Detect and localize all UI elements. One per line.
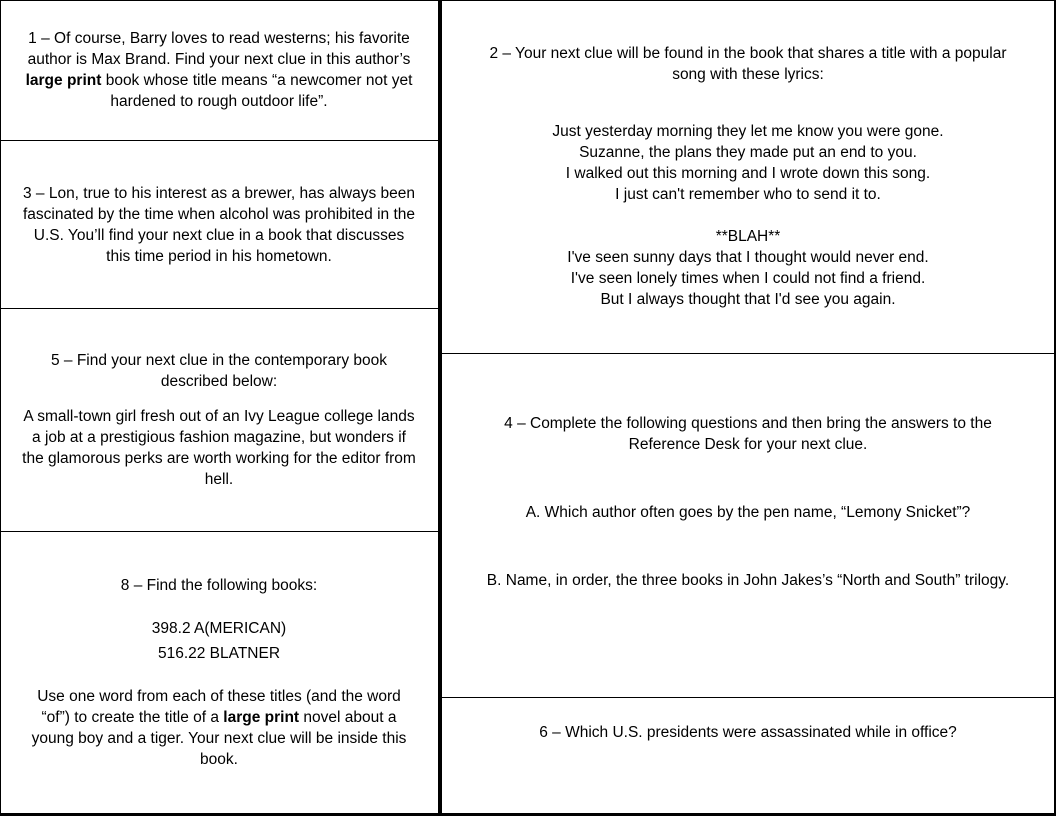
clue-8-instructions: Use one word from each of these titles (and the word “of”) to create the title of a large print novel about a young boy and a tiger. Your next clue will be inside this book. <box>31 688 407 768</box>
clue-3-text: 3 – Lon, true to his interest as a brewer, has always been fascinated by the time when alcohol was prohibited in the U.S. You’ll find your next clue in a book that discusses this time period in his hometown. <box>22 184 416 265</box>
lyric-line: I walked out this morning and I wrote down this song. <box>565 165 931 182</box>
clue-8-call-number-2: 516.22 BLATNER <box>157 645 281 662</box>
clue-1-text: 1 – Of course, Barry loves to read westerns; his favorite author is Max Brand. Find your next clue in this author’s large print book whose title means “a newcomer not yet hardened to rough outdoor life”. <box>25 30 413 110</box>
lyric-line: Suzanne, the plans they made put an end to you. <box>579 144 917 161</box>
clue-4-question-b: B. Name, in order, the three books in John Jakes’s “North and South” trilogy. <box>486 571 1010 589</box>
clue-8-call-number-1: 398.2 A(MERICAN) <box>151 620 287 637</box>
lyric-line: I've seen lonely times when I could not find a friend. <box>570 270 926 287</box>
clue-4-question-a: A. Which author often goes by the pen name, “Lemony Snicket”? <box>525 503 971 521</box>
clue-1-box <box>0 0 438 140</box>
lyric-line: I just can't remember who to send it to. <box>615 186 881 203</box>
clue-6-text: 6 – Which U.S. presidents were assassinated while in office? <box>539 724 957 741</box>
clue-4-intro: 4 – Complete the following questions and then bring the answers to the Reference Desk for your next clue. <box>504 414 992 453</box>
lyric-line: Just yesterday morning they let me know you were gone. <box>552 123 944 140</box>
clue-5-intro: 5 – Find your next clue in the contemporary book described below: <box>50 352 388 390</box>
lyric-line: **BLAH** <box>715 228 781 245</box>
clue-5-description: A small-town girl fresh out of an Ivy League college lands a job at a prestigious fashion magazine, but wonders if the glamorous perks are worth working for the editor from hell. <box>22 408 416 488</box>
clue-6-box <box>442 698 1054 813</box>
clue-8-intro: 8 – Find the following books: <box>120 577 318 594</box>
clue-2-box <box>442 0 1054 353</box>
clue-2-intro: 2 – Your next clue will be found in the book that shares a title with a popular song with these lyrics: <box>489 45 1007 83</box>
lyric-line: But I always thought that I'd see you again. <box>600 291 896 308</box>
clue-8-box <box>0 532 438 813</box>
clue-4-box <box>442 354 1054 697</box>
clue-5-box <box>0 309 438 531</box>
lyric-line: I've seen sunny days that I thought would never end. <box>567 249 929 266</box>
clue-3-box <box>0 141 438 308</box>
